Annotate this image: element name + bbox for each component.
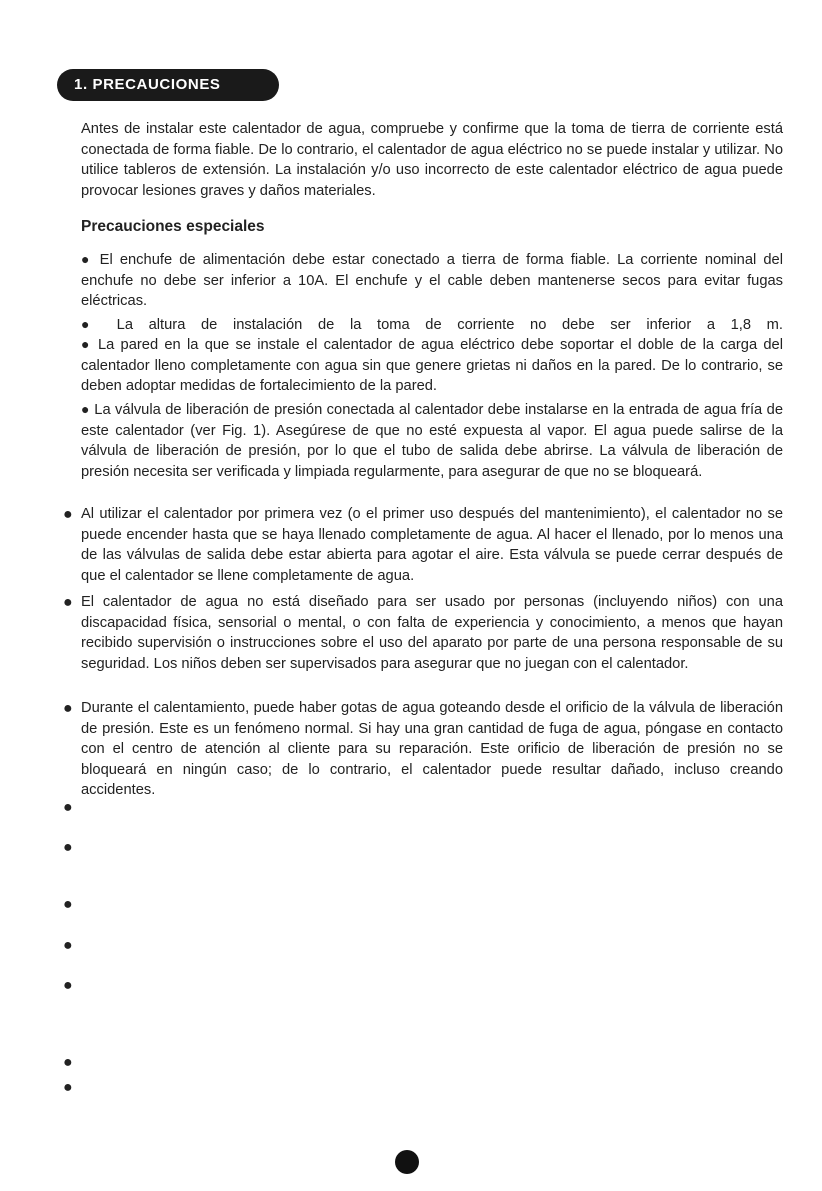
empty-bullet-icon: ● bbox=[63, 977, 73, 994]
list-item: Al utilizar el calentador por primera vez (o el primer uso después del mantenimiento), el calentador no se puede encender hasta que se haya llenado completamente de agua. Al hacer el llenado, por lo menos una de las válvulas de salida debe estar abierta para agotar el aire. Esta válvula se puede cerrar después de que el calentador se llene completamente de agua. bbox=[81, 506, 783, 584]
special-item bbox=[81, 249, 783, 312]
special-item-text: La altura de instalación de la toma de corriente no debe ser inferior a 1,8 m. bbox=[116, 317, 783, 333]
empty-bullet-icon: ● bbox=[63, 1079, 73, 1096]
empty-bullet-icon: ● bbox=[63, 1054, 73, 1071]
list-item: El calentador de agua no está diseñado para ser usado por personas (incluyendo niños) con una discapacidad física, sensorial o mental, o con falta de experiencia y conocimiento, a menos que hayan recibido supervisión o instrucciones sobre el uso del aparato por parte de una persona responsable de su seguridad. Los niños deben ser supervisados para asegurar que no juegan con el calentador. bbox=[81, 594, 783, 672]
bullet-icon: ● bbox=[63, 700, 73, 717]
bullet-icon: ● bbox=[81, 401, 90, 417]
special-item-text: La válvula de liberación de presión conectada al calentador debe instalarse en la entrada de agua fría de este calentador (ver Fig. 1). Asegúrese de que no esté expuesta al vapor. El agua puede salirse de la válvula de liberación de presión, por lo que el tubo de salida debe abrirse. La válvula de liberación de presión necesita ser verificada y limpiada regularmente, para asegurar de que no se bloqueará. bbox=[81, 402, 784, 480]
special-item-text: La pared en la que se instale el calentador de agua eléctrico debe soportar el doble de la carga del calentador lleno completamente con agua sin que genere grietas ni daños en la pared. De lo contrario, se deben adoptar medidas de fortalecimiento de la pared. bbox=[81, 337, 783, 394]
page-number-marker bbox=[395, 1150, 419, 1174]
bullet-icon: ● bbox=[81, 316, 102, 332]
empty-bullet-icon: ● bbox=[63, 937, 73, 954]
special-item-text: El enchufe de alimentación debe estar conectado a tierra de forma fiable. La corriente nominal del enchufe no debe ser inferior a 10A. El enchufe y el cable deben mantenerse secos para evitar fugas eléctricas. bbox=[81, 252, 783, 309]
bullet-icon: ● bbox=[81, 336, 92, 352]
section-title: 1. PRECAUCIONES bbox=[74, 76, 221, 93]
bullet-icon: ● bbox=[63, 594, 73, 611]
special-item bbox=[81, 314, 783, 336]
section-header bbox=[57, 69, 279, 101]
intro-paragraph: Antes de instalar este calentador de agua, compruebe y confirme que la toma de tierra de corriente está conectada de forma fiable. De lo contrario, el calentador de agua eléctrico no se puede instalar y utilizar. No utilice tableros de extensión. La instalación y/o uso incorrecto de este calentador eléctrico de agua puede provocar lesiones graves y daños materiales. bbox=[81, 121, 783, 199]
bullet-icon: ● bbox=[63, 506, 73, 523]
empty-bullet-icon: ● bbox=[63, 896, 73, 913]
special-item bbox=[81, 399, 783, 482]
bullet-icon: ● bbox=[81, 251, 93, 267]
special-item bbox=[81, 334, 783, 397]
special-precautions-heading: Precauciones especiales bbox=[81, 218, 265, 235]
list-item: Durante el calentamiento, puede haber gotas de agua goteando desde el orificio de la válvula de liberación de presión. Este es un fenómeno normal. Si hay una gran cantidad de fuga de agua, póngase en contacto con el centro de atención al cliente para su reparación. Este orificio de liberación de presión no se bloqueará en ningún caso; de lo contrario, el calentador puede resultar dañado, incluso creando accidentes. bbox=[81, 700, 783, 798]
empty-bullet-icon: ● bbox=[63, 839, 73, 856]
empty-bullet-icon: ● bbox=[63, 799, 73, 816]
